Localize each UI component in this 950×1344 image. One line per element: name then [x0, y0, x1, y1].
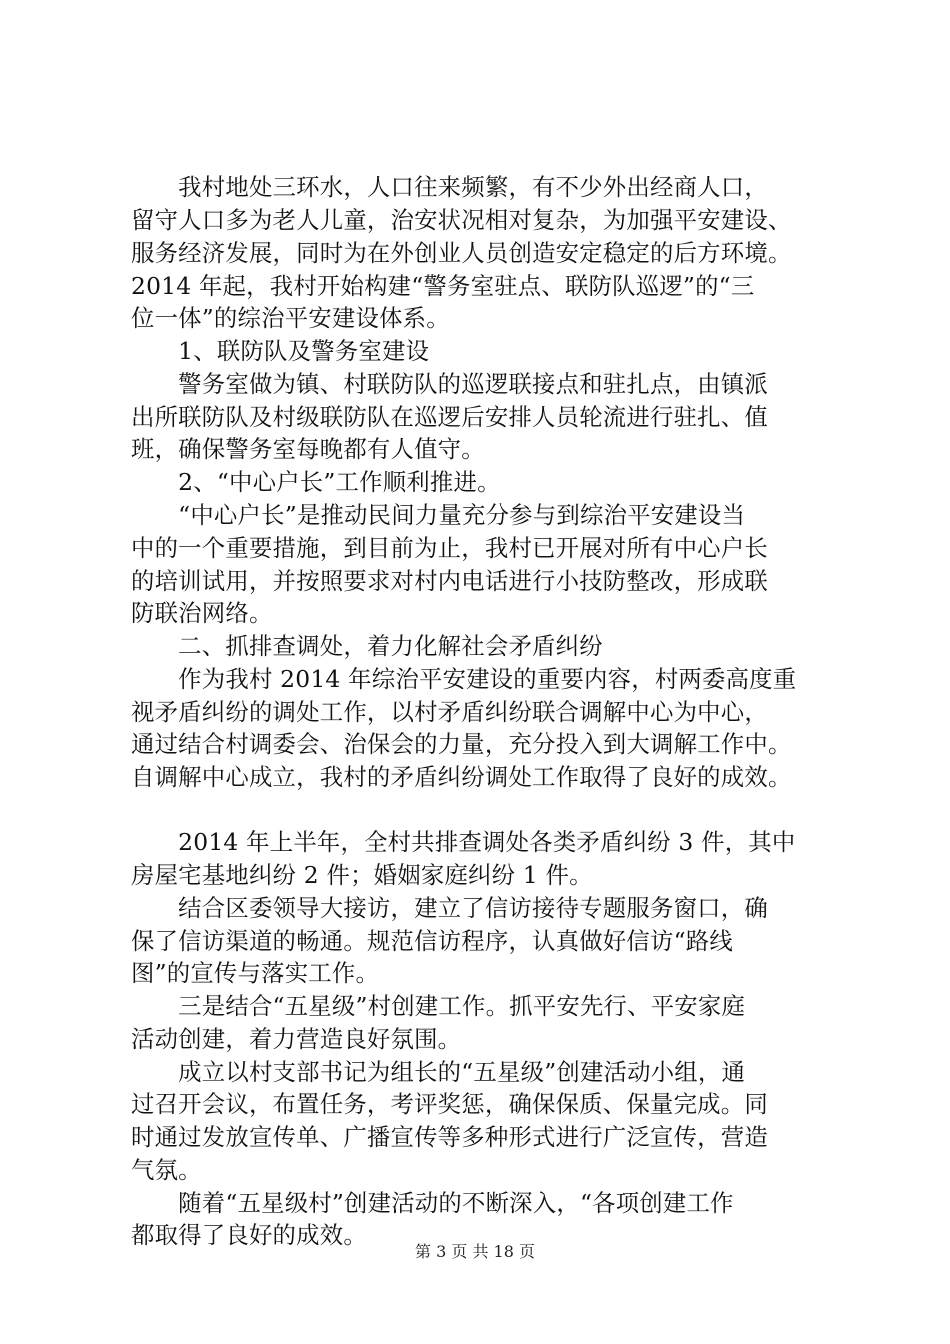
- text-line: 的培训试用，并按照要求对村内电话进行小技防整改，形成联: [131, 567, 768, 595]
- text-line: 自调解中心成立，我村的矛盾纠纷调处工作取得了良好的成效。: [131, 763, 792, 791]
- text-line: 服务经济发展，同时为在外创业人员创造安定稳定的后方环境。: [131, 239, 792, 267]
- text-line: 2014 年起，我村开始构建“警务室驻点、联防队巡逻”的“三: [131, 272, 755, 300]
- text-line: 通过结合村调委会、治保会的力量，充分投入到大调解工作中。: [131, 730, 792, 758]
- text-line: 出所联防队及村级联防队在巡逻后安排人员轮流进行驻扎、值: [131, 403, 768, 431]
- text-line: “中心户长”是推动民间力量充分参与到综治平安建设当: [131, 501, 746, 529]
- text-line: 时通过发放宣传单、广播宣传等多种形式进行广泛宣传，营造: [131, 1123, 768, 1151]
- section-heading: 2、“中心户长”工作顺利推进。: [131, 468, 501, 496]
- text-line: 三是结合“五星级”村创建工作。抓平安先行、平安家庭: [131, 992, 746, 1020]
- text-line: 防联治网络。: [131, 599, 273, 627]
- text-line: 都取得了良好的成效。: [131, 1221, 367, 1249]
- section-heading: 二、抓排查调处，着力化解社会矛盾纠纷: [131, 632, 603, 660]
- text-line: 图”的宣传与落实工作。: [131, 959, 380, 987]
- text-line: 过召开会议，布置任务，考评奖惩，确保保质、保量完成。同: [131, 1090, 768, 1118]
- text-line: 中的一个重要措施，到目前为止，我村已开展对所有中心户长: [131, 534, 768, 562]
- text-line: 成立以村支部书记为组长的“五星级”创建活动小组，通: [131, 1058, 746, 1086]
- text-line: 结合区委领导大接访，建立了信访接待专题服务窗口，确: [131, 894, 768, 922]
- text-line: 活动创建，着力营造良好氛围。: [131, 1025, 462, 1053]
- page-number-footer: 第 3 页 共 18 页: [415, 1242, 535, 1261]
- text-line: 房屋宅基地纠纷 2 件；婚姻家庭纠纷 1 件。: [131, 861, 593, 889]
- text-line: 位一体”的综治平安建设体系。: [131, 304, 450, 332]
- text-line: 随着“五星级村”创建活动的不断深入，“各项创建工作: [131, 1189, 734, 1217]
- text-line: 2014 年上半年，全村共排查调处各类矛盾纠纷 3 件，其中: [131, 828, 796, 856]
- text-line: 气氛。: [131, 1156, 202, 1184]
- text-line: 留守人口多为老人儿童，治安状况相对复杂，为加强平安建设、: [131, 206, 792, 234]
- text-line: 作为我村 2014 年综治平安建设的重要内容，村两委高度重: [131, 665, 797, 693]
- text-line: 班，确保警务室每晚都有人值守。: [131, 435, 485, 463]
- section-heading: 1、联防队及警务室建设: [131, 337, 430, 365]
- text-line: 我村地处三环水，人口往来频繁，有不少外出经商人口，: [131, 173, 768, 201]
- text-line: 警务室做为镇、村联防队的巡逻联接点和驻扎点，由镇派: [131, 370, 768, 398]
- text-line: 视矛盾纠纷的调处工作，以村矛盾纠纷联合调解中心为中心，: [131, 698, 768, 726]
- text-line: 保了信访渠道的畅通。规范信访程序，认真做好信访“路线: [131, 927, 733, 955]
